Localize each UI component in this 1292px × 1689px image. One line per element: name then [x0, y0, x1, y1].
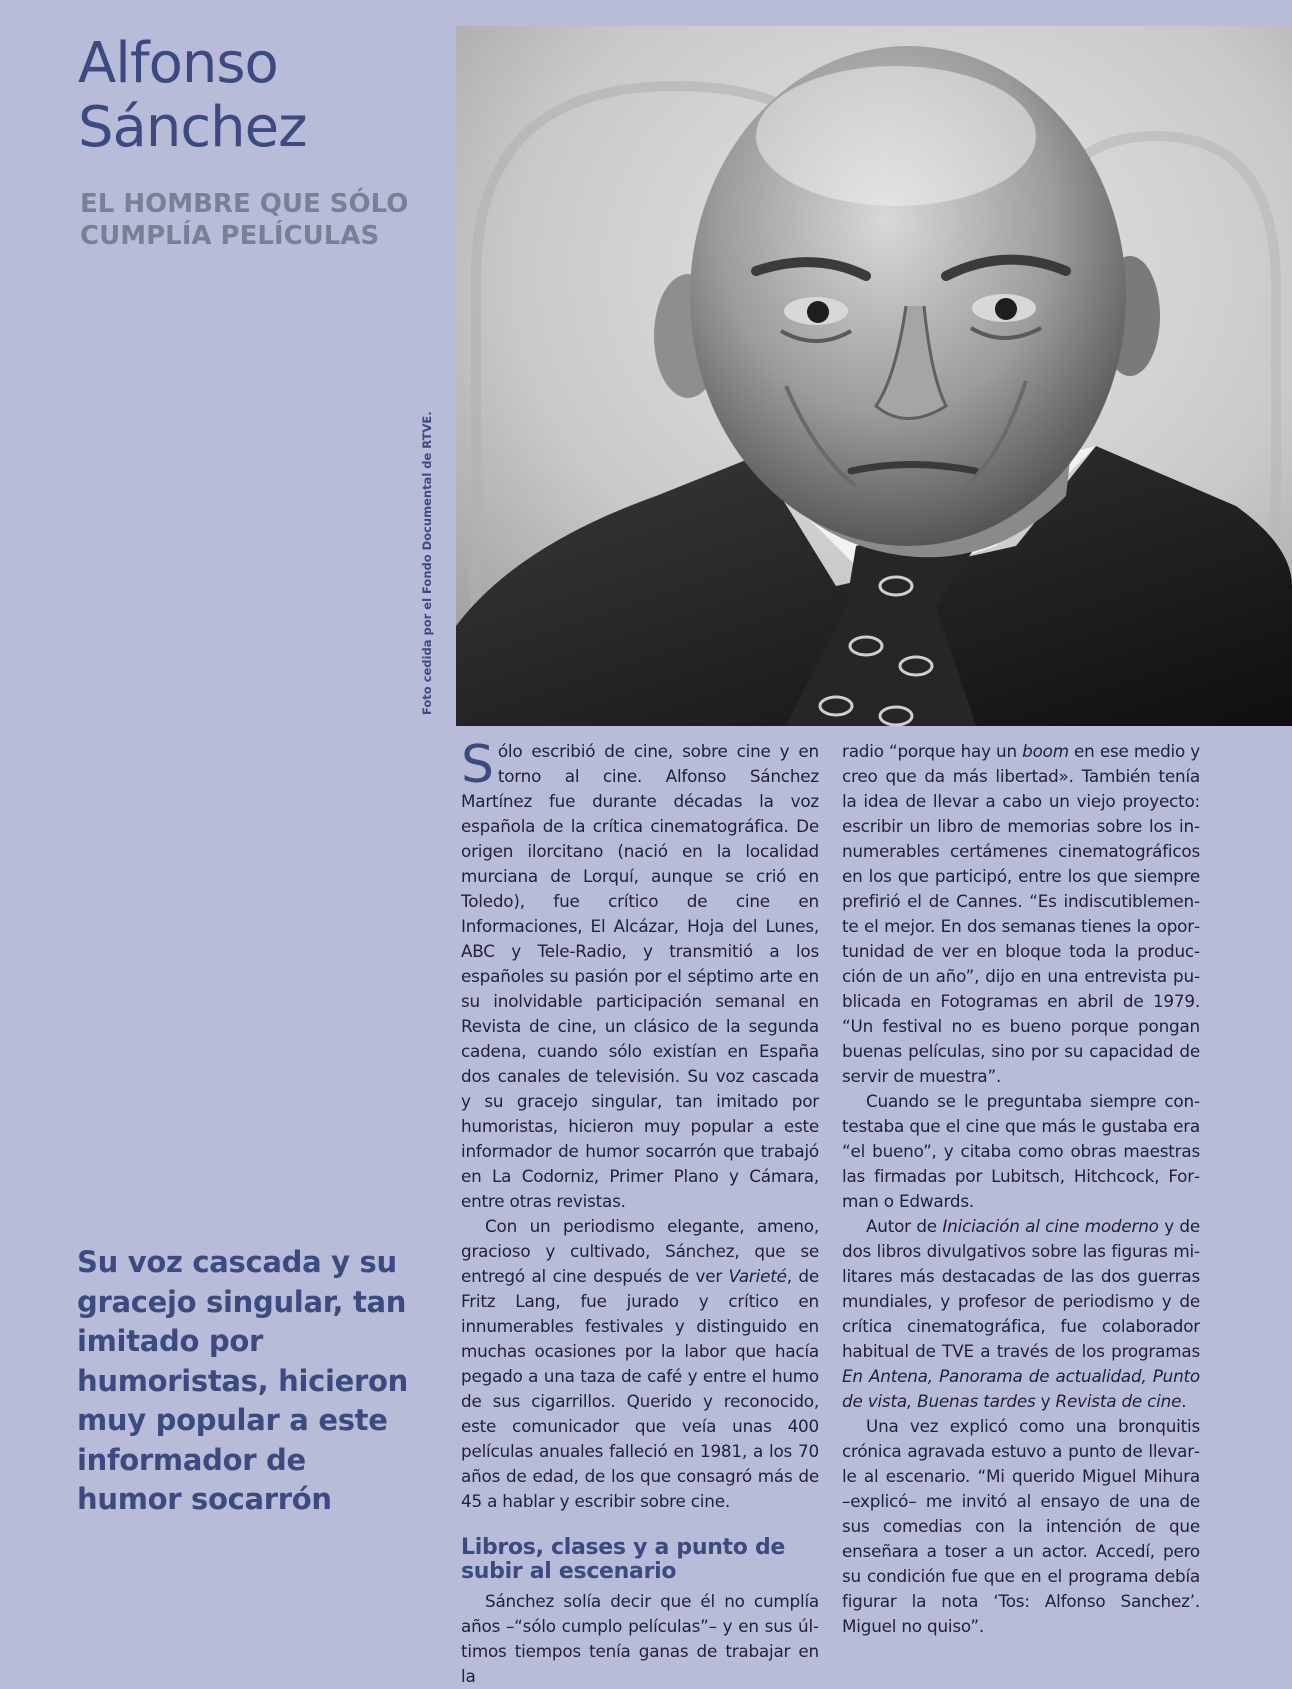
- paragraph-text: y de dos libros divulgativos sobre las figuras militares más destacadas de las dos guerras mundiales, y profesor de periodismo y de crítica cinematográfica, fue colaborador habitual de TVE a través de los programas: [842, 1216, 1200, 1361]
- article-column-1: [461, 735, 819, 1689]
- drop-cap: S: [461, 735, 494, 795]
- paragraph-text: Con un periodismo elegante, ameno, gracioso y cultivado, Sánchez, que se entregó al cine después de ver: [461, 1216, 819, 1286]
- paragraph-text: Autor de: [866, 1216, 943, 1236]
- subtitle-line-2: CUMPLÍA PELÍCULAS: [80, 221, 380, 251]
- pull-quote: Su voz cascada y su gracejo singular, tan imitado por humoristas, hicieron muy popular a este informador de humor socarrón: [77, 1245, 408, 1516]
- article-subtitle: [80, 188, 420, 252]
- title-line-1: Alfonso: [78, 31, 278, 96]
- book-title: Iniciación al cine moderno: [942, 1216, 1159, 1236]
- subtitle-line-1: EL HOMBRE QUE SÓLO: [80, 189, 409, 219]
- paragraph: [461, 1214, 819, 1514]
- article-title: [78, 32, 418, 160]
- program-titles: En Antena, Panorama de actualidad, Punto de vista, Buenas tardes: [842, 1366, 1200, 1411]
- paragraph-text: radio “porque hay un: [842, 741, 1023, 761]
- paragraph-text: , de Fritz Lang, fue jurado y crítico en innumerables festivales y distinguido en muchas ocasiones por la labor que hacía pegado a una taza de café y entre el humo de sus cigarrillos. Querido y reconocido, este comunicador que veía unas 400 películas anuales falleció en 1981, a los 70 años de edad, de los que consagró más de 45 a hablar y escribir sobre cine.: [461, 1266, 819, 1511]
- title-line-2: Sánchez: [78, 95, 307, 160]
- paragraph-text: ólo escribió de cine, sobre cine y en torno al cine. Alfonso Sánchez Martínez fue durante décadas la voz española de la crítica cinematográfica. De origen ilorcitano (nació en la localidad murciana de Lorquí, aunque se crió en Toledo), fue crítico de cine en Informaciones, El Alcázar, Hoja del Lunes, ABC y Tele-Radio, y transmitió a los españoles su pasión por el séptimo arte en su inolvidable participación semanal en Revista de cine, un clásico de la segunda cadena, cuando sólo existían en España dos canales de televisión. Su voz cascada y su gracejo singular, tan imitado por humoristas, hicieron muy popular a este informador de humor socarrón que trabajó en La Codorniz, Primer Plano y Cámara, entre otras revistas.: [461, 741, 819, 1211]
- paragraph-text: y: [1035, 1391, 1056, 1411]
- paragraph: Una vez explicó como una bronquitis crónica agravada estuvo a punto de llevarle al escenario. “Mi querido Miguel Mihura –explicó– me invitó al ensayo de una de sus comedias con la intención de que enseñara a toser a un actor. Accedí, pero su condición fue que en el programa debía figurar la nota ‘Tos: Alfonso Sanchez’. Miguel no quiso”.: [842, 1416, 1200, 1636]
- article-column-2: [842, 739, 1200, 1639]
- program-title: Revista de cine: [1055, 1391, 1182, 1411]
- paragraph: [842, 1214, 1200, 1414]
- portrait-photo: [456, 26, 1292, 726]
- paragraph: [842, 739, 1200, 1089]
- paragraph: Cuando se le preguntaba siempre contestaba que el cine que más le gustaba era “el bueno”, y citaba como obras maestras las firmadas por Lubitsch, Hitchcock, Forman o Edwards.: [842, 1091, 1200, 1211]
- paragraph: Sánchez solía decir que él no cumplía años –“sólo cumplo películas”– y en sus últimos tiempos tenía ganas de trabajar en la: [461, 1591, 819, 1686]
- italic-word: boom: [1022, 741, 1069, 761]
- photo-credit: Foto cedida por el Fondo Documental de RTVE.: [420, 411, 434, 715]
- paragraph-text: .: [1181, 1391, 1187, 1411]
- paragraph-text: en ese medio y creo que da más libertad». También tenía la idea de llevar a cabo un viejo proyecto: escribir un libro de memorias sobre los innumerables certámenes cinematográficos en los que participó, entre los que siempre prefirió el de Cannes. “Es indiscutiblemente el mejor. En dos semanas tienes la oportunidad de ver en bloque toda la producción de un año”, dijo en una entrevista publicada en Fotogramas en abril de 1979. “Un festival no es bueno porque pongan buenas películas, sino por su capacidad de servir de muestra”.: [842, 741, 1200, 1086]
- paragraph: [461, 735, 819, 1214]
- section-heading: Libros, clases y a punto de subir al escenario: [461, 1535, 786, 1584]
- film-title: Varieté: [728, 1266, 787, 1286]
